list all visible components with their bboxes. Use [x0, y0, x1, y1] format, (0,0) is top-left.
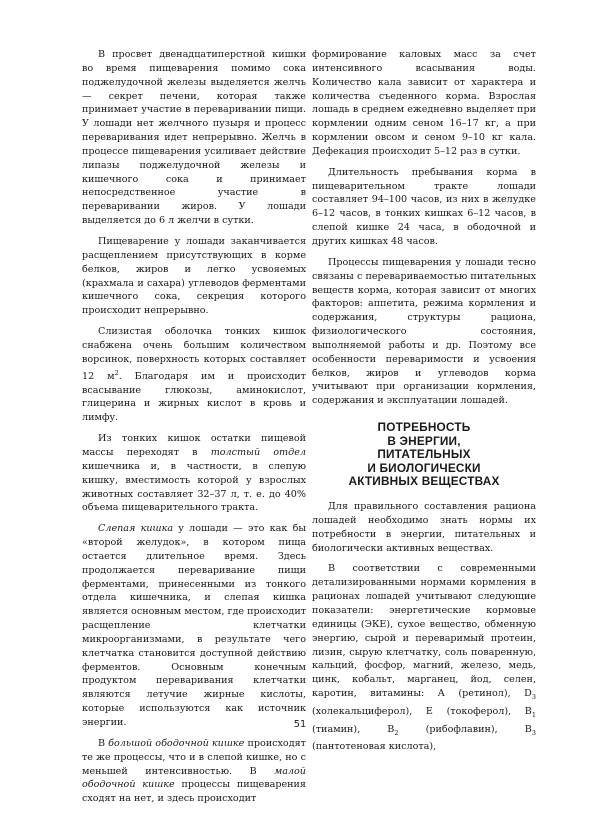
paragraph-indicators: В соответствии с современными детализированными нормами кормления в рационах лошадей учитывают следующие показатели: энергетические кормовые единицы (ЭКЕ), сухое вещество, обменную энергию, сырой и переваримый протеин, лизин, сырую клетчатку, соль поваренную, кальций, фосфор, магний, железо, медь, цинк, кобальт, марганец, йод, селен, каротин, витамины: А (ретинол), $D_3$ (холекальциферол), Е (токоферол), $В_1$ (тиамин), $В_2$ (рибофлавин), $В_3$ (пантотеновая кислота),	[312, 563, 536, 753]
paragraph-colon: В большой ободочной кишке происходят те же процессы, что и в слепой кишке, но с меньшей интенсивностью. В малой ободочной кишке процессы пищеварения сходят на нет, и здесь происходит	[82, 737, 306, 805]
page-number: 51	[293, 719, 307, 730]
paragraph-processes: Процессы пищеварения у лошади тесно связаны с перевариваемостью питательных веществ корма, которая зависит от многих факторов: аппетита, режима кормления и содержания, структуры рациона, физиологического состояния, выполняемой работы и др. Поэтому все особенности переваримости и усвоения белков, жиров и углеводов корма учитывают при организации кормления, содержания и эксплуатации лошадей.	[312, 256, 536, 407]
paragraph-large-intestine: Из тонких кишок остатки пищевой массы переходят в толстый отдел кишечника и, в частности, в слепую кишку, вместимость которой у взрослых животных составляет 32–37 л, т. е. до 40% объема пищеварительного тракта.	[82, 433, 306, 514]
paragraph-caecum: Слепая кишка у лошади — это как бы «второй желудок», в котором пища остается длительное время. Здесь продолжается переваривание пищи ферментами, принесенными из тонкого отдела кишечника, и слепая кишка является основным местом, где происходит расщепление клетчатки микроорганизмами, в результате чего клетчатка становится доступной действию ферментов. Основным конечным продуктом переваривания клетчатки являются летучие жирные кислоты, которые используются как источник энергии.	[82, 523, 307, 728]
section-heading: ПОТРЕБНОСТЬ В ЭНЕРГИИ, ПИТАТЕЛЬНЫХ И БИОЛОГИЧЕСКИ АКТИВНЫХ ВЕЩЕСТВАХ	[348, 420, 500, 489]
paragraph-splitting: Пищеварение у лошади заканчивается расщеплением присутствующих в корме белков, жиров и легко усвояемых (крахмала и сахара) углеводов ферментами кишечного сока, секреция которого происходит непрерывно.	[82, 235, 306, 317]
right-column	[312, 48, 536, 761]
paragraph-bile: В просвет двенадцатиперстной кишки во время пищеварения помимо сока поджелудочной железы выделяется желчь — секрет печени, которая также принимает участие в переваривании пищи. У лошади нет желчного пузыря и процесс переваривания идет непрерывно. Желчь в процессе пищеварения усиливает действие липазы поджелудочной железы и кишечного сока и принимает непосредственное участие в переваривании жиров. У лошади выделяется до 6 л желчи в сутки.	[82, 49, 306, 227]
paragraph-norms: Для правильного составления рациона лошадей необходимо знать нормы их потребности в энергии, питательных и биологически активных веществах.	[312, 501, 536, 554]
paragraph-mucosa: Слизистая оболочка тонких кишок снабжена очень большим количеством ворсинок, поверхность которых составляет 12 $м^2$. Благодаря им и происходит всасывание глюкозы, аминокислот, глицерина и жирных кислот в кровь и лимфу.	[82, 326, 306, 424]
left-column	[82, 48, 306, 813]
paragraph-duration: Длительность пребывания корма в пищеварительном тракте лошади составляет 94–100 часов, из них в желудке 6–12 часов, в тонких кишках 6–12 часов, в слепой кишке 24 часа, в ободочной и других кишках 48 часов.	[312, 166, 536, 247]
paragraph-continuation: формирование каловых масс за счет интенсивного всасывания воды. Количество кала зависит от характера и количества съеденного корма. Взрослая лошадь в среднем ежедневно выделяет при кормлении одним сеном 16–17 кг, а при кормлении овсом и сеном 9–10 кг кала. Дефекация происходит 5–12 раз в сутки.	[312, 49, 536, 157]
